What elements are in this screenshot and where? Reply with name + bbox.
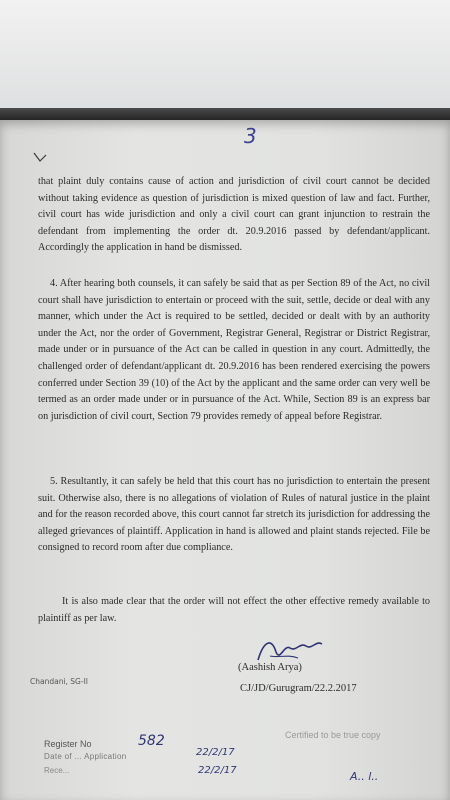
scan-background [0, 0, 450, 112]
received-label: Rece... [44, 766, 70, 775]
paragraph-5: 5. Resultantly, it can safely be held that this court has no jurisdiction to entertain the present suit. Otherwise also, there is no allegations of violation of Rules of natural justice in the plaint and for the reason recorded above, this court cannot far stretch its jurisdiction for addressing the alleged grievances of plaintiff. Application in hand is allowed and plaint stands rejected. File be consigned to record room after due compliance. [38, 476, 430, 554]
certified-copy-stamp: Certified to be true copy [285, 730, 381, 740]
paragraph-4: 4. After hearing both counsels, it can safely be said that as per Section 89 of the Act, no civil court shall have jurisdiction to entertain or proceed with the suit, settle, decide or deal with any manner, which under the Act is required to be settled, decided or dealt with by an authority under the Act, nor the order of Government, Registrar General, Registrar or District Registrar, made under or in pursuance of the Act can be called in question in any court. Admittedly, the challenged order of defendant/applicant dt. 20.9.2016 has been rendered exercising the powers conferred under Section 39 (10) of the Act by the applicant and the same order can very well be termed as an order made under or in pursuance of the Act. While, Section 89 is an express bar on jurisdiction of civil court, Section 79 provides remedy of appeal before Registrar. [38, 278, 430, 422]
signer-name: (Aashish Arya) [238, 662, 302, 673]
register-no-label: Register No [44, 739, 92, 749]
clerk-initials: A.. l.. [350, 770, 379, 783]
tick-mark-icon [30, 143, 70, 173]
received-date: 22/2/17 [198, 765, 237, 776]
register-number: 582 [138, 733, 165, 749]
page-number: 3 [244, 124, 257, 148]
paragraph-remedy-note: It is also made clear that the order will not effect the other effective remedy available to plaintiff as per law. [38, 596, 430, 624]
application-date: 22/2/17 [196, 747, 235, 758]
paragraph-continuation: that plaint duly contains cause of action and jurisdiction of civil court cannot be decided without taking evidence as question of jurisdiction is mixed question of law and fact. Further, civil court has wide jurisdiction and only a civil court can grant injunction to restrain the defendant from implementing the order dt. 20.9.2016 passed by defendant/applicant. Accordingly the application in hand be dismissed. [38, 176, 430, 254]
court-reference: CJ/JD/Gurugram/22.2.2017 [240, 683, 357, 694]
application-date-label: Date of ... Application [44, 752, 127, 761]
typist-initials: Chandani, SG-II [30, 677, 89, 686]
